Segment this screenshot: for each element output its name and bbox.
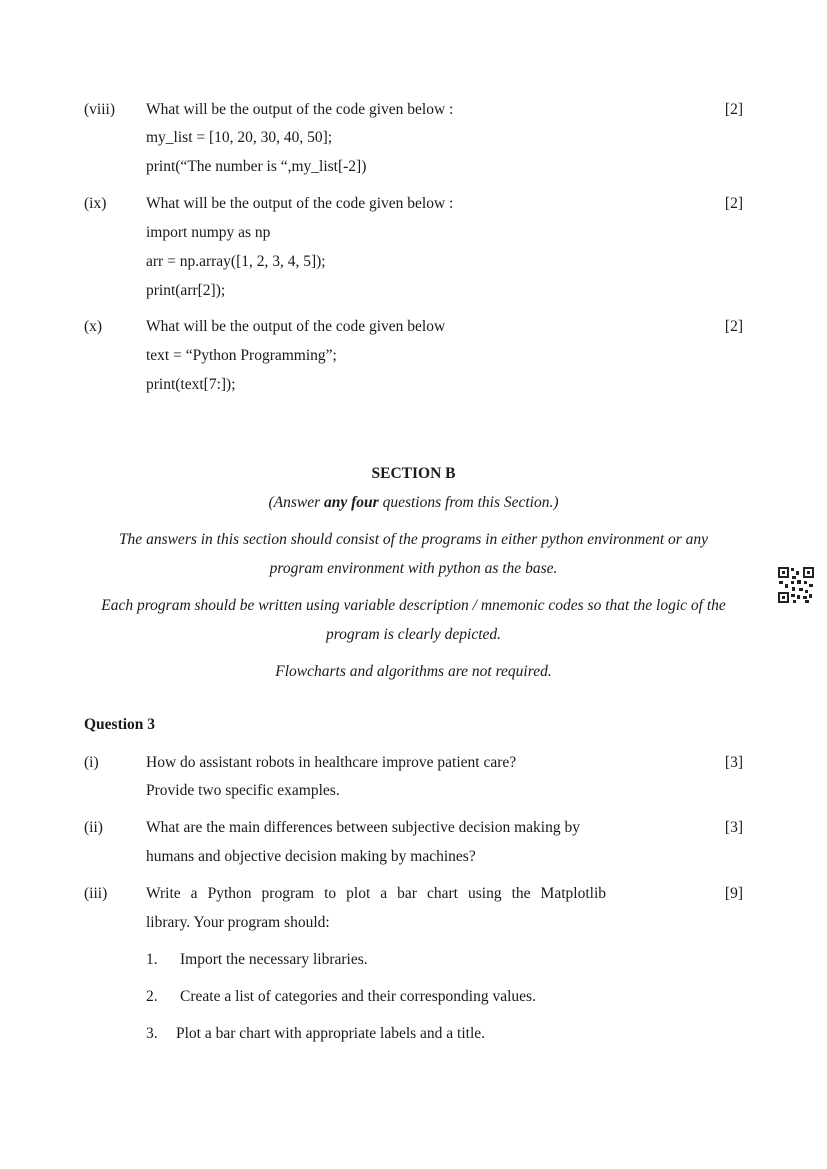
question-number: (i) <box>84 754 99 771</box>
marks-label: [2] <box>724 318 743 335</box>
code-line: arr = np.array([1, 2, 3, 4, 5]); <box>146 253 326 270</box>
step-number: 2. <box>146 988 158 1005</box>
code-line: my_list = [10, 20, 30, 40, 50]; <box>146 129 333 146</box>
question-text: What will be the output of the code given below <box>146 318 446 335</box>
step-number: 1. <box>146 951 158 968</box>
marks-label: [3] <box>724 819 743 836</box>
question-number: (x) <box>84 318 103 335</box>
code-line: print(arr[2]); <box>146 282 226 299</box>
qr-code-icon <box>777 566 815 604</box>
step-text: Import the necessary libraries. <box>180 951 368 968</box>
section-note: program environment with python as the base. <box>269 560 558 577</box>
marks-label: [2] <box>724 195 743 212</box>
section-title: SECTION B <box>371 465 456 482</box>
question-text: How do assistant robots in healthcare improve patient care? <box>146 754 517 771</box>
question-number: (ix) <box>84 195 107 212</box>
marks-label: [2] <box>724 101 743 118</box>
instruction-text: questions from this Section.) <box>378 494 559 511</box>
question-heading: Question 3 <box>84 716 156 733</box>
question-number: (iii) <box>84 885 108 902</box>
instruction-text: (Answer <box>268 494 324 511</box>
question-number: (ii) <box>84 819 103 836</box>
question-text: humans and objective decision making by machines? <box>146 848 476 865</box>
step-number: 3. <box>146 1025 158 1042</box>
question-text: What will be the output of the code given below : <box>146 101 454 118</box>
code-line: text = “Python Programming”; <box>146 347 337 364</box>
section-note: Each program should be written using variable description / mnemonic codes so that the logic of the <box>101 597 726 614</box>
step-text: Create a list of categories and their corresponding values. <box>180 988 536 1005</box>
code-line: print(text[7:]); <box>146 376 236 393</box>
step-text: Plot a bar chart with appropriate labels and a title. <box>176 1025 486 1042</box>
instruction-emphasis: any four <box>324 494 379 511</box>
question-text: Provide two specific examples. <box>146 782 340 799</box>
code-line: print(“The number is “,my_list[-2]) <box>146 158 367 175</box>
question-text: library. Your program should: <box>146 914 330 931</box>
question-text: Write a Python program to plot a bar chart using the Matplotlib <box>146 885 606 902</box>
code-line: import numpy as np <box>146 224 271 241</box>
marks-label: [9] <box>724 885 743 902</box>
section-note: program is clearly depicted. <box>325 626 502 643</box>
question-text: What will be the output of the code given below : <box>146 195 454 212</box>
section-instruction <box>0 494 827 512</box>
question-number: (viii) <box>84 101 115 118</box>
section-note: Flowcharts and algorithms are not required. <box>275 663 552 680</box>
section-note: The answers in this section should consist of the programs in either python environment or any <box>118 531 709 548</box>
question-text: What are the main differences between subjective decision making by <box>146 819 580 836</box>
marks-label: [3] <box>724 754 743 771</box>
